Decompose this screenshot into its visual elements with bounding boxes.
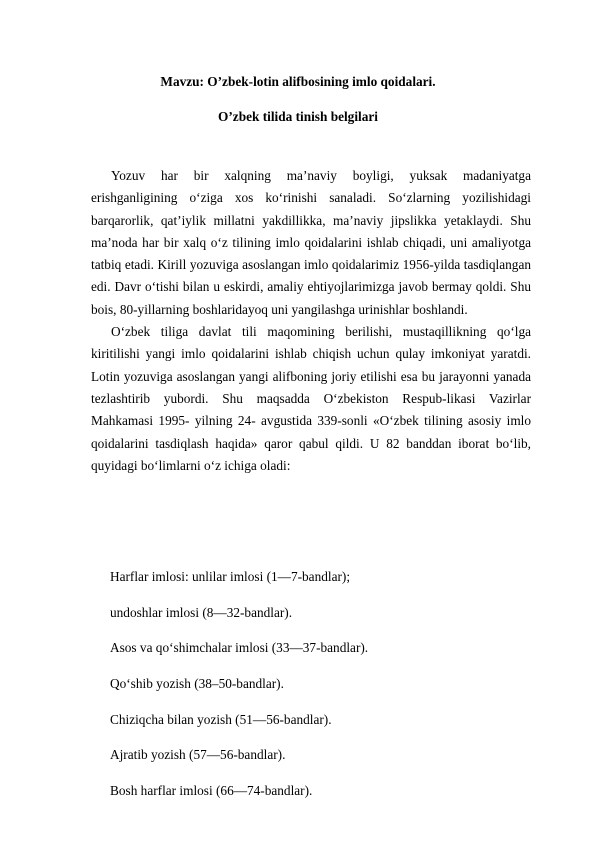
list-item: Qo‘shib yozish (38–50-bandlar).	[110, 676, 284, 692]
paragraph-2: O‘zbek tiliga davlat tili maqomining berilishi, mustaqillikning qo‘lga kiritilishi yangi imlo qoidalarini ishlab chiqish uchun qulay imkoniyat yaratdi. Lotin yozuviga asoslangan yangi alifboning joriy etilishi esa bu jarayonni yanada tezlashtirib yubordi. Shu maqsadda O‘zbekiston Respub-likasi Vazirlar Mahkamasi 1995- yilning 24- avgustida 339-sonli «O‘zbek tilining asosiy imlo qoidalarini tasdiqlash haqida» qaror qabul qildi. U 82 banddan iborat bo‘lib, quyidagi bo‘limlarni o‘z ichiga oladi:	[91, 324, 531, 473]
list-item: Asos va qo‘shimchalar imlosi (33—37-bandlar).	[110, 640, 369, 656]
list-item: Harflar imlosi: unlilar imlosi (1—7-bandlar);	[110, 569, 351, 584]
page-subtitle: O’zbek tilida tinish belgilari	[218, 109, 378, 124]
page-title: Mavzu: O’zbek-lotin alifbosining imlo qoidalari.	[160, 74, 436, 89]
sections-list	[110, 569, 530, 819]
document-body	[91, 165, 531, 477]
list-item: Bosh harflar imlosi (66—74-bandlar).	[110, 783, 313, 799]
paragraph-1: Yozuv har bir xalqning ma’naviy boyligi, yuksak madaniyatga erishganligining o‘ziga xos ko‘rinishi sanaladi. So‘zlarning yozilishidagi barqarorlik, qat’iylik millatni yakdillikka, ma’naviy jipslikka yetaklaydi. Shu ma’noda har bir xalq o‘z tilining imlo qoidalarini ishlab chiqadi, uni amaliyotga tatbiq etadi. Kirill yozuviga asoslangan imlo qoidalarimiz 1956-yilda tasdiqlangan edi. Davr o‘tishi bilan u eskirdi, amaliy ehtiyojlarimizga javob bermay qoldi. Shu bois, 80-yillarning boshlaridayoq uni yangilashga urinishlar boshlandi.	[91, 168, 531, 317]
list-item: Chiziqcha bilan yozish (51—56-bandlar).	[110, 711, 332, 727]
list-item: Ajratib yozish (57—56-bandlar).	[110, 747, 286, 763]
list-item: undoshlar imlosi (8—32-bandlar).	[110, 604, 293, 620]
